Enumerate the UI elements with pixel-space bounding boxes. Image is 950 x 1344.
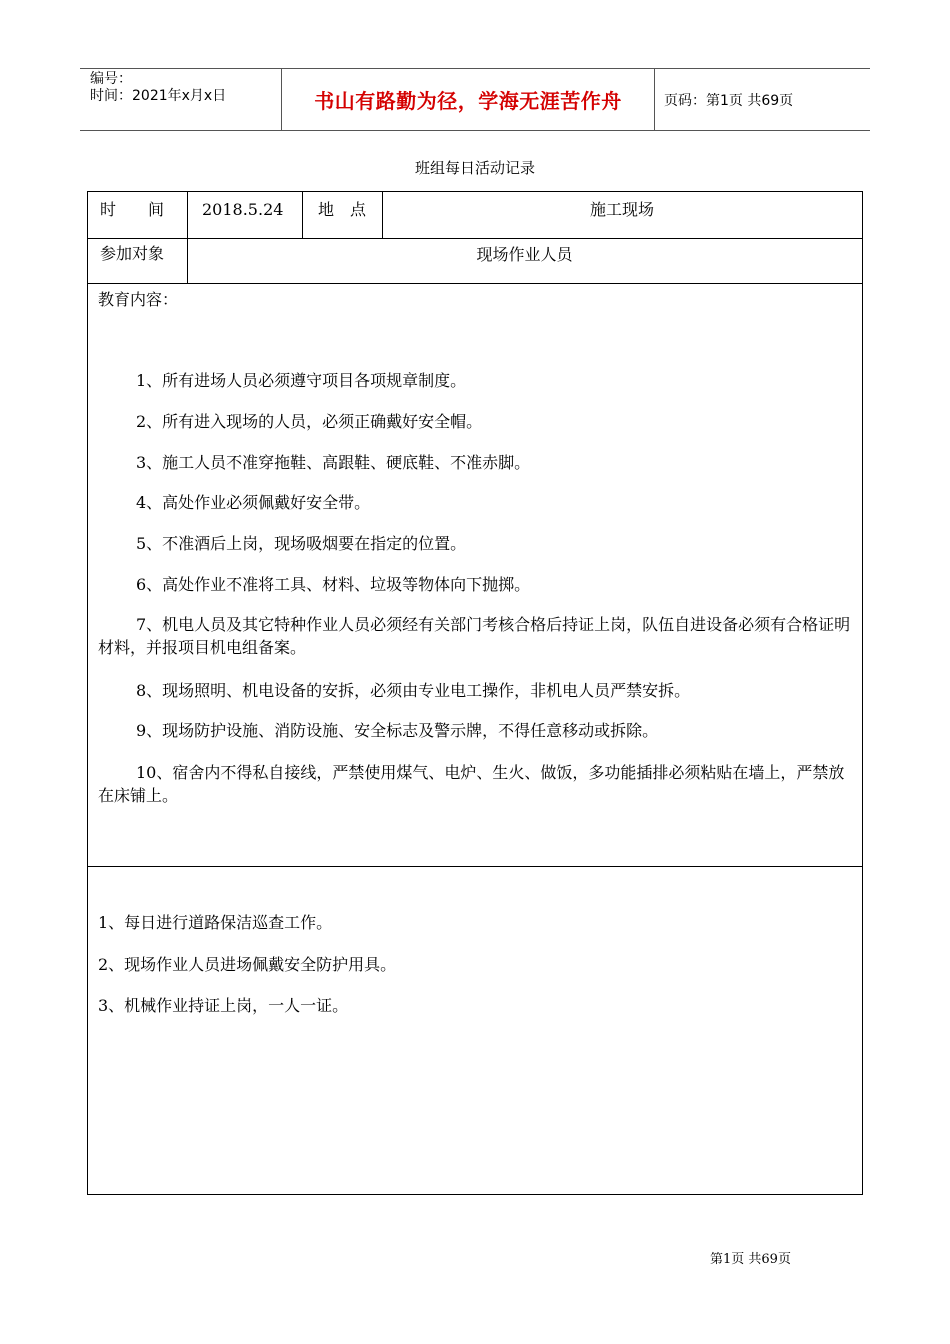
education-item: 9、现场防护设施、消防设施、安全标志及警示牌，不得任意移动或拆除。 [136,721,659,740]
time-line: 时间：2021年x月x日 [90,88,227,104]
education-item: 3、施工人员不准穿拖鞋、高跟鞋、硬底鞋、不准赤脚。 [136,453,531,472]
page-footer: 第1页 共69页 [710,1252,791,1267]
education-item: 4、高处作业必须佩戴好安全带。 [136,493,371,512]
col-divider [187,192,188,238]
activity-record-table [87,191,863,1195]
page-header [80,68,870,131]
page-info: 页码：第1页 共69页 [664,92,794,109]
education-item: 6、高处作业不准将工具、材料、垃圾等物体向下抛掷。 [136,575,531,594]
motto-cell [281,69,655,130]
row-divider [88,283,862,284]
task-item: 3、机械作业持证上岗，一人一证。 [98,996,349,1015]
time-label: 时 间 [100,200,165,219]
row-divider [88,866,862,867]
number-label: 编号： [90,71,132,87]
row-divider [88,238,862,239]
col-divider [302,192,303,238]
location-value: 施工现场 [589,200,654,219]
participants-label: 参加对象 [100,244,165,263]
participants-value: 现场作业人员 [476,245,573,264]
document-title: 班组每日活动记录 [414,159,535,177]
education-item: 5、不准酒后上岗，现场吸烟要在指定的位置。 [136,534,467,553]
education-item: 10、宿舍内不得私自接线，严禁使用煤气、电炉、生火、做饭，多功能插排必须粘贴在墙上，严禁放在床铺上。 [98,763,845,805]
motto-text: 书山有路勤为径，学海无涯苦作舟 [314,89,622,113]
task-item: 2、现场作业人员进场佩戴安全防护用具。 [98,955,397,974]
task-item: 1、每日进行道路保洁巡查工作。 [98,913,333,932]
page-info-cell [654,69,870,130]
location-label: 地 点 [318,200,367,219]
time-value: 2018.5.24 [202,200,284,219]
header-meta [80,69,280,130]
education-item: 2、所有进入现场的人员，必须正确戴好安全帽。 [136,412,483,431]
education-item: 1、所有进场人员必须遵守项目各项规章制度。 [136,371,467,390]
education-item: 7、机电人员及其它特种作业人员必须经有关部门考核合格后持证上岗，队伍自进设备必须有合格证明材料，并报项目机电组备案。 [98,615,851,657]
education-item: 8、现场照明、机电设备的安拆，必须由专业电工操作，非机电人员严禁安拆。 [136,681,691,700]
education-label: 教育内容： [98,290,179,309]
